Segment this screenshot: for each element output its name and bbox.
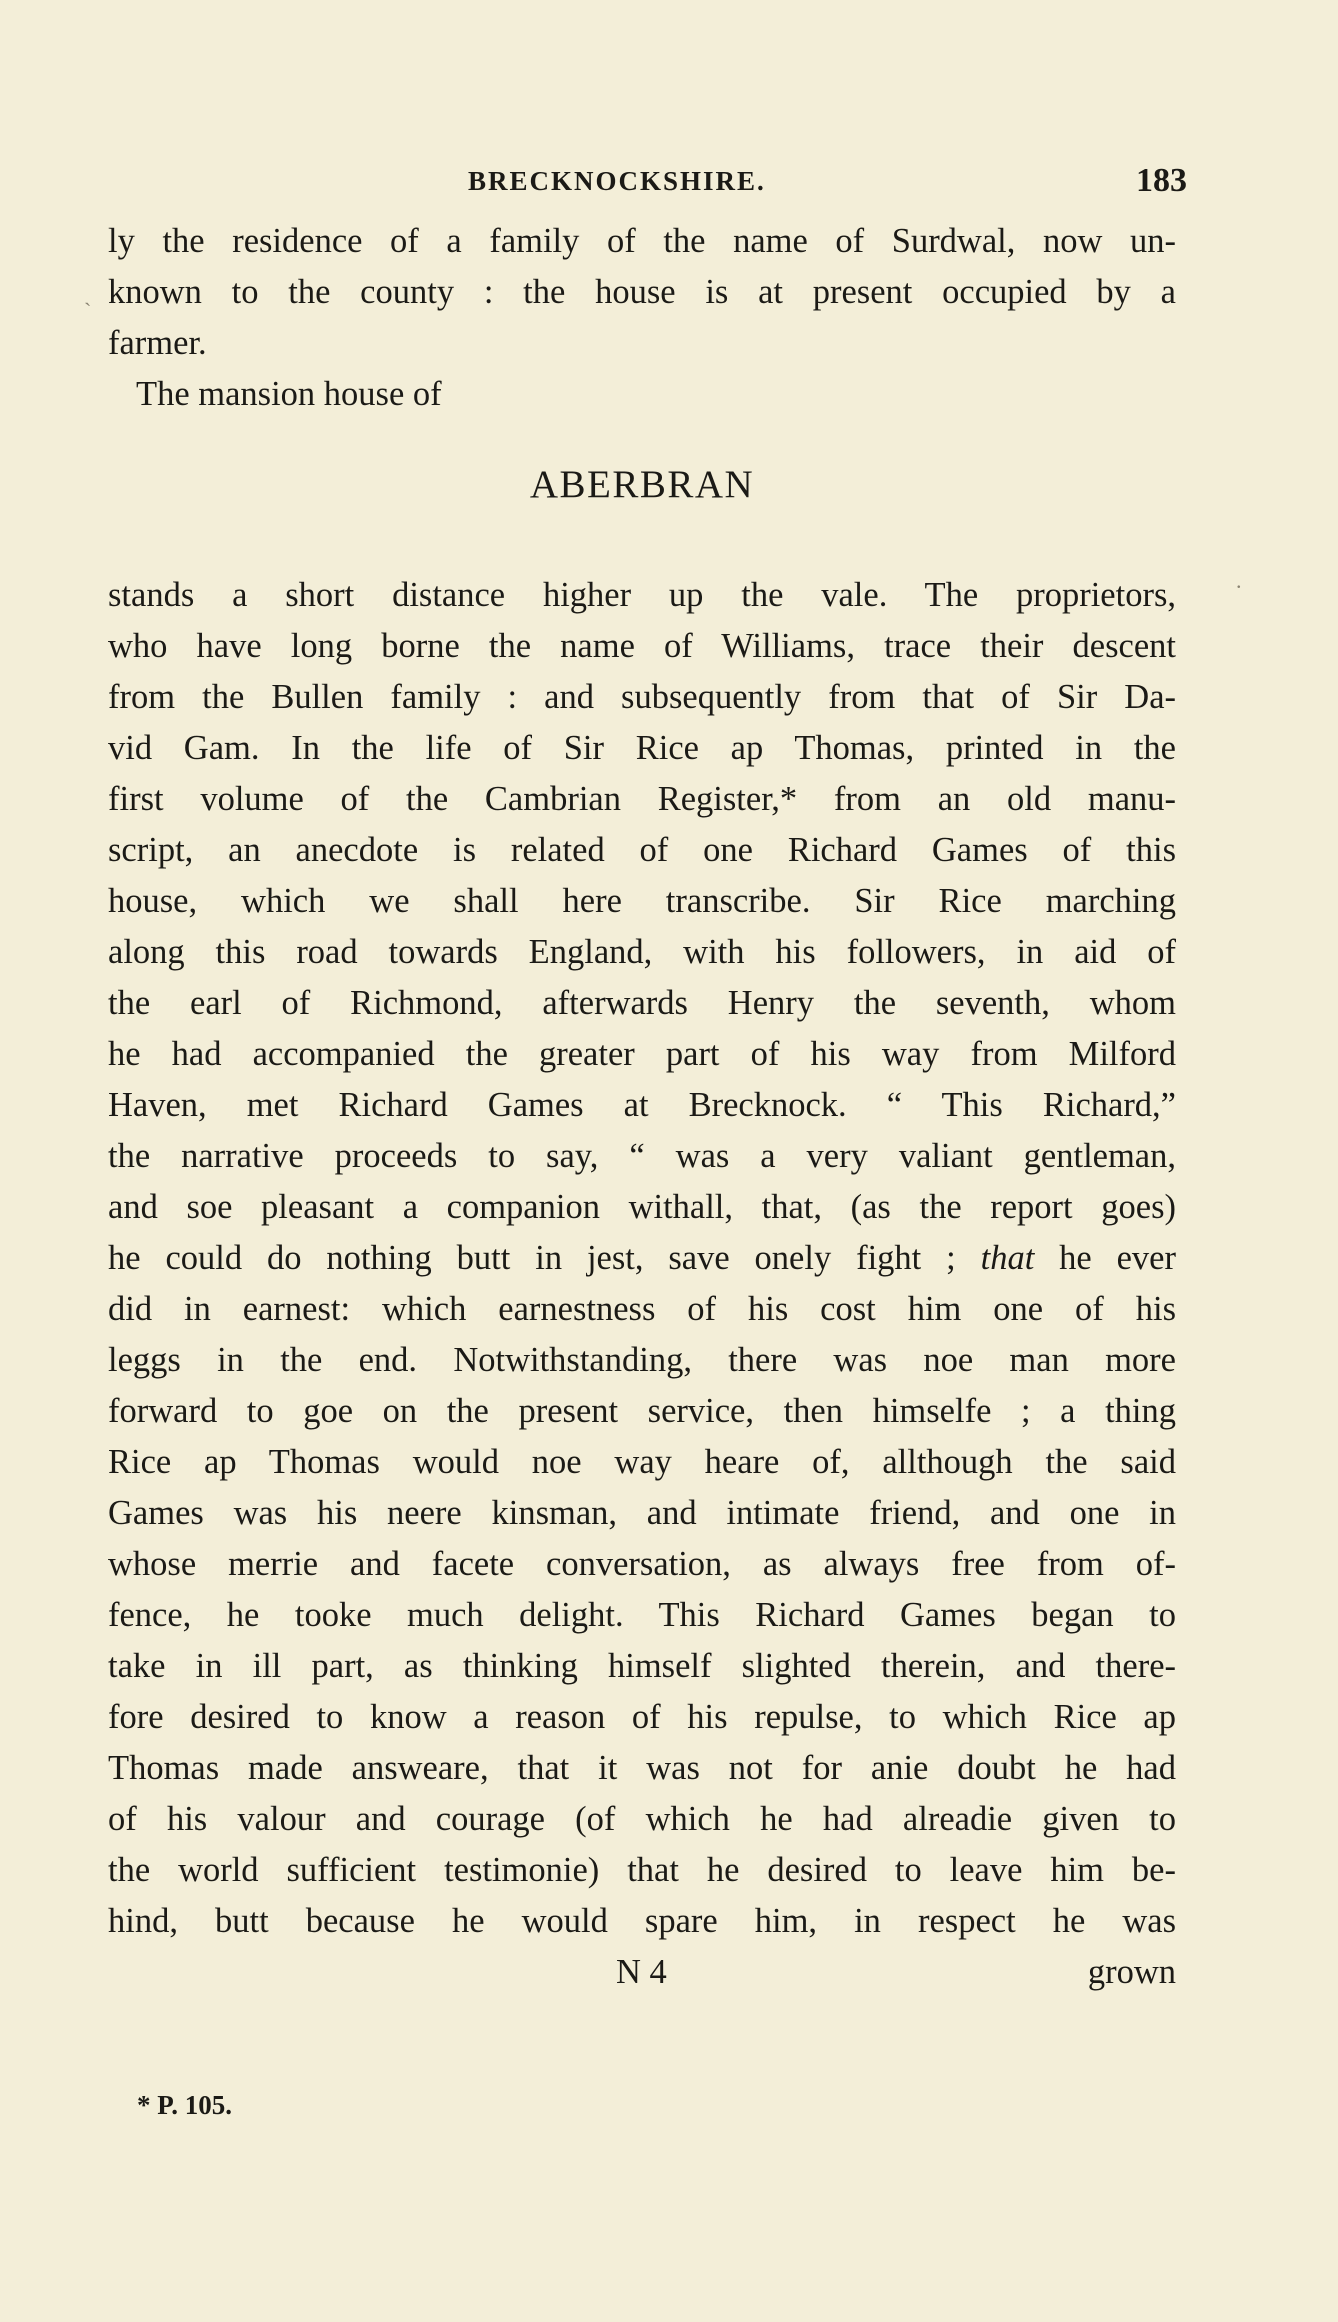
text-line: whose merrie and facete conversation, as always free from of- bbox=[108, 1545, 1176, 1583]
text-line: first volume of the Cambrian Register,* from an old manu- bbox=[108, 780, 1176, 818]
text-line: the world sufficient testimonie) that he desired to leave him be- bbox=[108, 1851, 1176, 1889]
text-line: farmer. bbox=[108, 324, 207, 362]
main-text bbox=[108, 216, 1176, 1998]
text-line: stands a short distance higher up the vale. The proprietors, bbox=[108, 576, 1176, 614]
page-number: 183 bbox=[1136, 162, 1187, 199]
text-line: along this road towards England, with his followers, in aid of bbox=[108, 933, 1176, 971]
text-line: from the Bullen family : and subsequently from that of Sir Da- bbox=[108, 678, 1176, 716]
section-heading: ABERBRAN bbox=[529, 463, 755, 506]
text-line: did in earnest: which earnestness of his cost him one of his bbox=[108, 1290, 1176, 1328]
footnote: * P. 105. bbox=[137, 2090, 233, 2120]
text-line: hind, butt because he would spare him, in respect he was bbox=[108, 1902, 1176, 1940]
running-head bbox=[0, 162, 1338, 202]
italic-word: that bbox=[980, 1239, 1035, 1277]
text-line: fore desired to know a reason of his repulse, to which Rice ap bbox=[108, 1698, 1176, 1736]
text-line: script, an anecdote is related of one Richard Games of this bbox=[108, 831, 1176, 869]
text-line: take in ill part, as thinking himself slighted therein, and there- bbox=[108, 1647, 1176, 1685]
text-line: Haven, met Richard Games at Brecknock. “ This Richard,” bbox=[108, 1086, 1176, 1124]
text-line: he had accompanied the greater part of his way from Milford bbox=[108, 1035, 1176, 1073]
text-line: forward to goe on the present service, then himselfe ; a thing bbox=[108, 1392, 1176, 1430]
text-line: fence, he tooke much delight. This Richard Games began to bbox=[108, 1596, 1176, 1634]
text-line: of his valour and courage (of which he had alreadie given to bbox=[108, 1800, 1176, 1838]
text-line: and soe pleasant a companion withall, that, (as the report goes) bbox=[108, 1188, 1176, 1226]
text-line: Rice ap Thomas would noe way heare of, allthough the said bbox=[108, 1443, 1176, 1481]
text-line: Games was his neere kinsman, and intimate friend, and one in bbox=[108, 1494, 1176, 1532]
signature-mark: N 4 bbox=[616, 1953, 667, 1991]
margin-mark: ` bbox=[84, 298, 92, 323]
text-segment: he ever bbox=[1034, 1239, 1176, 1277]
signature-line bbox=[108, 1947, 1176, 1998]
running-title: BRECKNOCKSHIRE. bbox=[468, 166, 766, 196]
text-line: leggs in the end. Notwithstanding, there was noe man more bbox=[108, 1341, 1176, 1379]
text-line: house, which we shall here transcribe. Sir Rice marching bbox=[108, 882, 1176, 920]
text-line: vid Gam. In the life of Sir Rice ap Thomas, printed in the bbox=[108, 729, 1176, 767]
heading-block bbox=[108, 420, 1176, 570]
text-segment: he could do nothing butt in jest, save onely fight ; bbox=[108, 1239, 981, 1277]
text-line: the narrative proceeds to say, “ was a very valiant gentleman, bbox=[108, 1137, 1176, 1175]
text-line: who have long borne the name of Williams, trace their descent bbox=[108, 627, 1176, 665]
margin-mark: . bbox=[1236, 568, 1242, 593]
text-line: the earl of Richmond, afterwards Henry the seventh, whom bbox=[108, 984, 1176, 1022]
catchword: grown bbox=[1087, 1953, 1176, 1991]
text-line: known to the county : the house is at present occupied by a bbox=[108, 273, 1176, 311]
text-line-with-italic bbox=[108, 1233, 1176, 1284]
text-line: Thomas made answeare, that it was not for anie doubt he had bbox=[108, 1749, 1176, 1787]
text-line: ly the residence of a family of the name of Surdwal, now un- bbox=[108, 222, 1176, 260]
text-line: The mansion house of bbox=[136, 375, 442, 413]
